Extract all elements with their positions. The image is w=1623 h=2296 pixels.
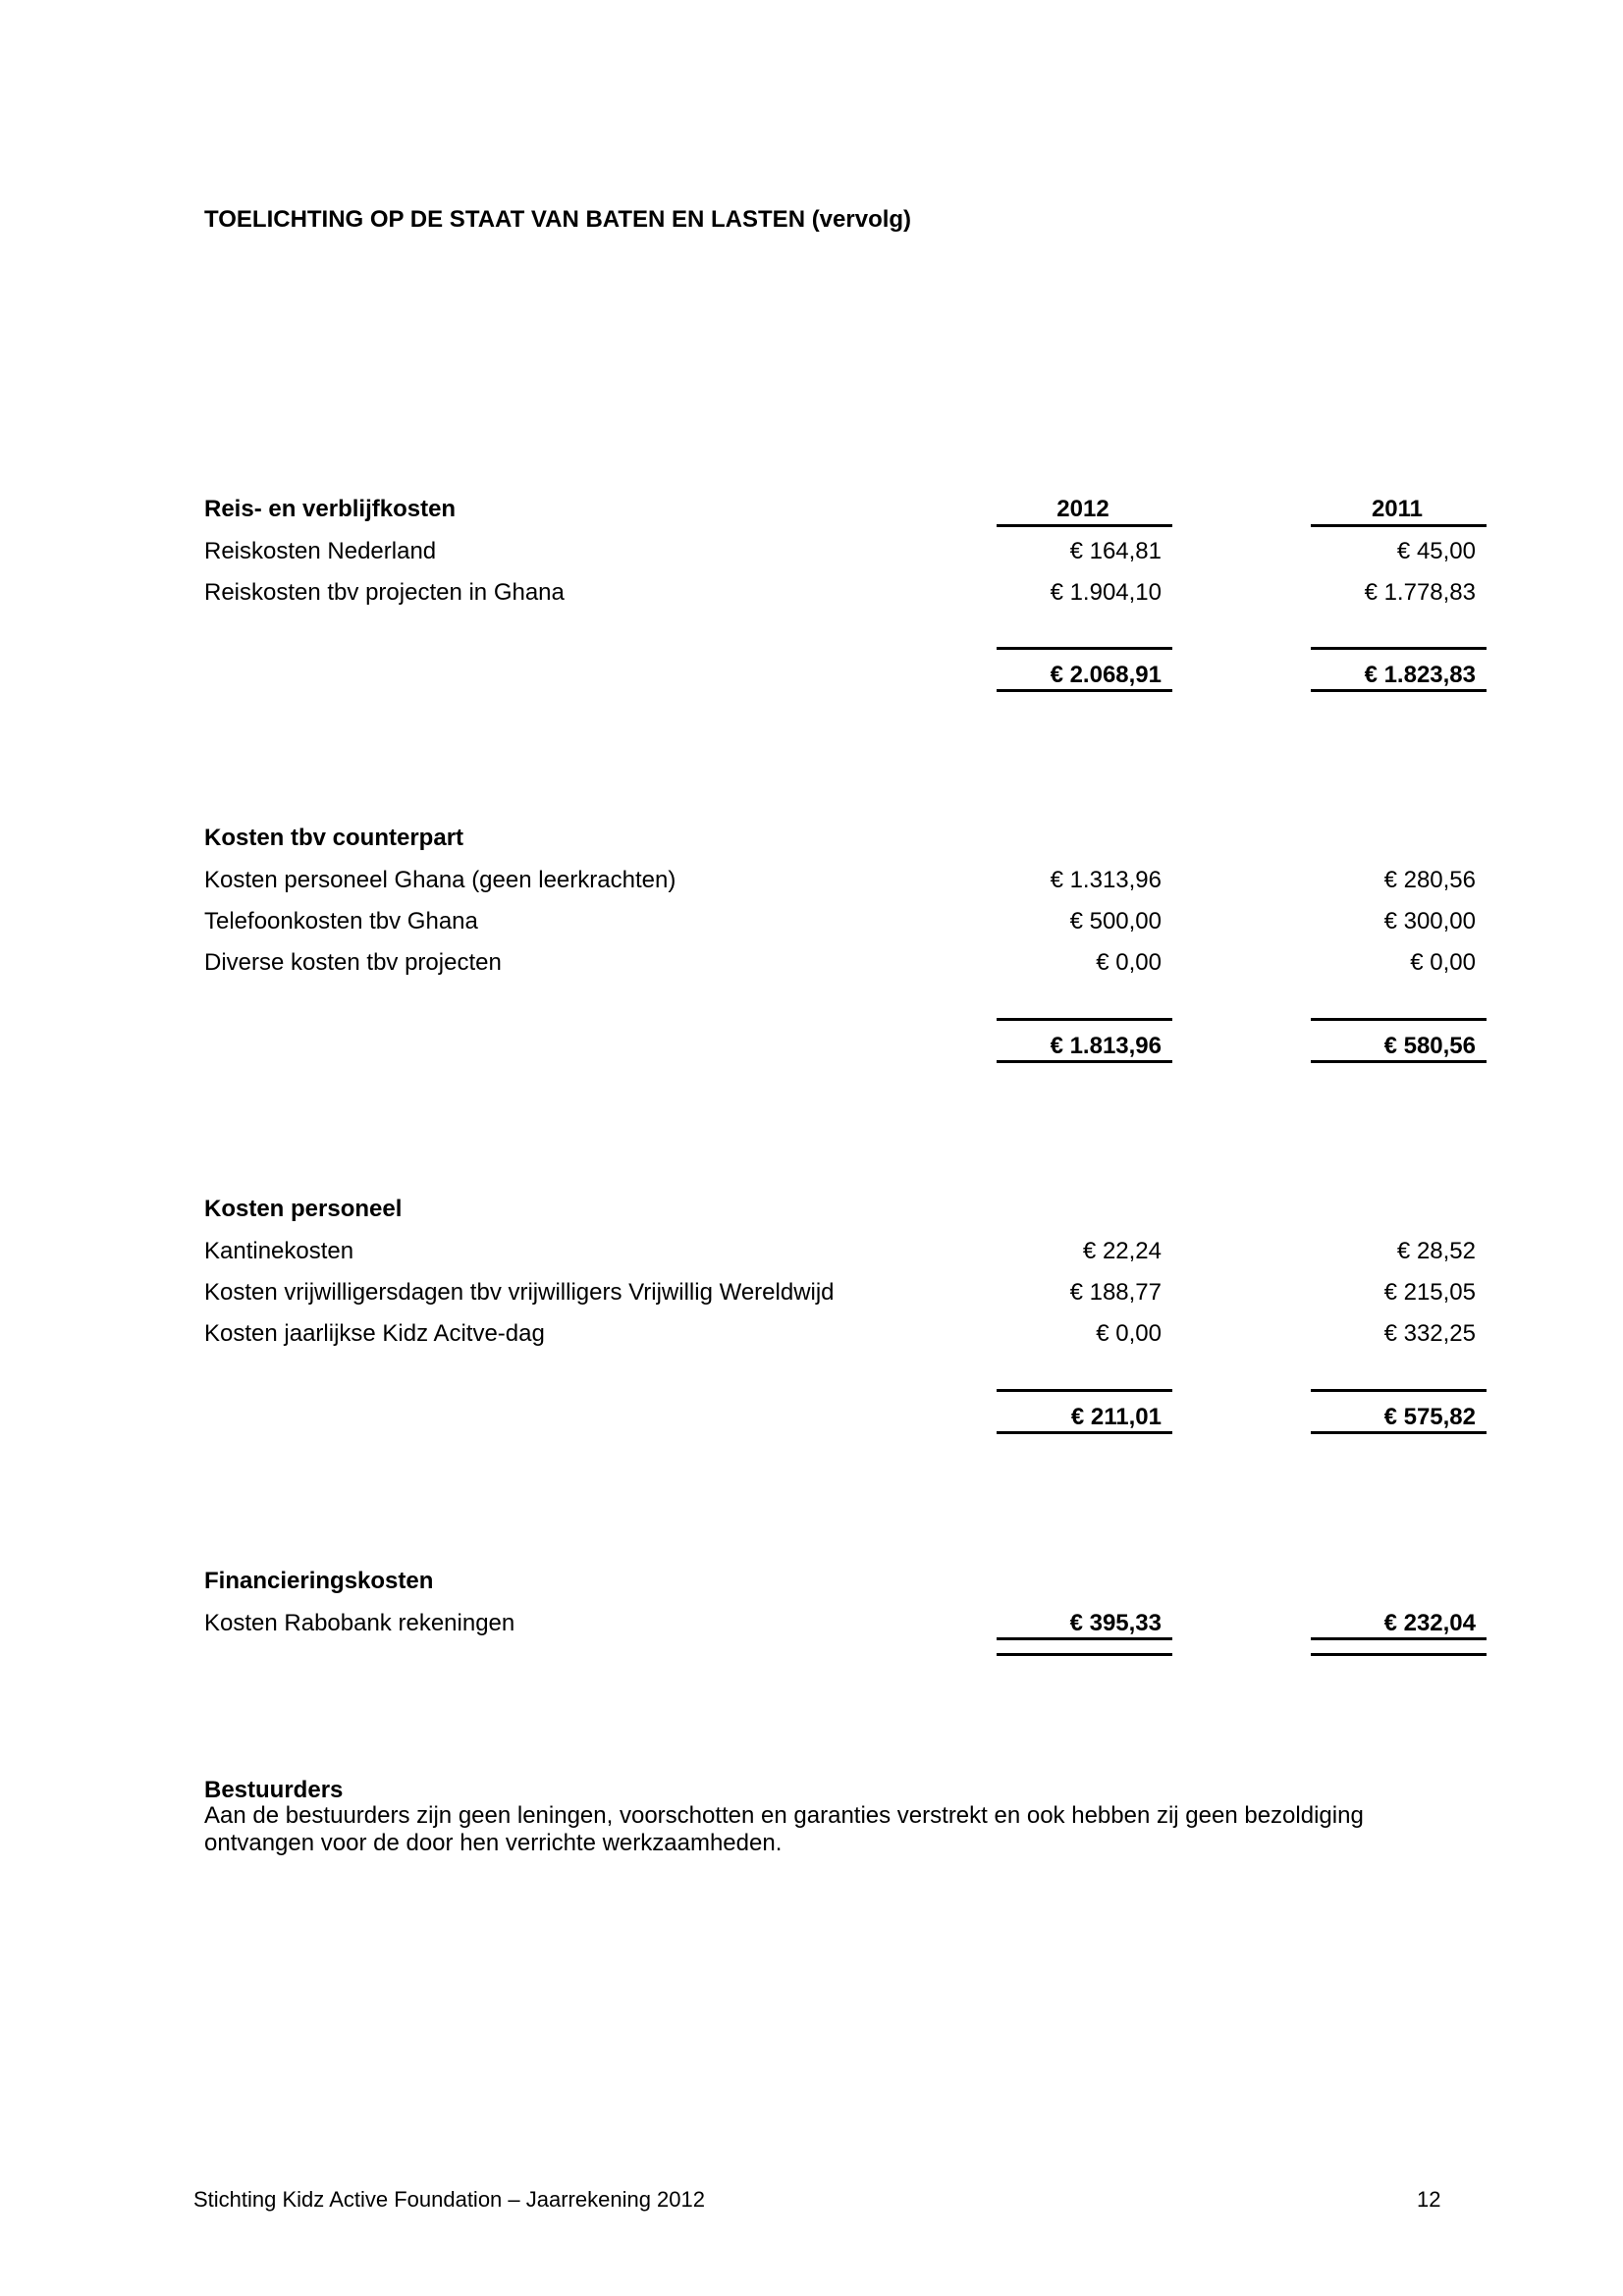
amount-2012: € 1.904,10 — [1050, 579, 1162, 606]
bestuurders-line: Aan de bestuurders zijn geen leningen, voorschotten en garanties verstrekt en ook hebben zij geen bezoldiging — [204, 1802, 1364, 1829]
amount-2011: € 1.778,83 — [1364, 579, 1476, 606]
total-double-underline — [1311, 1653, 1487, 1656]
total-2011: € 580,56 — [1383, 1033, 1476, 1059]
row-label: Kosten personeel Ghana (geen leerkrachten) — [204, 867, 676, 893]
amount-2012: € 0,00 — [1096, 1320, 1162, 1347]
header-underline — [1311, 524, 1487, 527]
subtotal-line — [997, 1389, 1172, 1392]
subtotal-line — [997, 647, 1172, 650]
total-2012: € 2.068,91 — [1050, 662, 1162, 688]
subtotal-line — [997, 1018, 1172, 1021]
row-label: Reiskosten Nederland — [204, 538, 437, 564]
amount-2012: € 22,24 — [1082, 1238, 1162, 1264]
amount-2012: € 0,00 — [1096, 949, 1162, 976]
amount-2011: € 232,04 — [1383, 1610, 1476, 1636]
total-double-underline — [997, 1653, 1172, 1656]
amount-2012: € 164,81 — [1069, 538, 1162, 564]
subtotal-line — [1311, 647, 1487, 650]
total-2012: € 1.813,96 — [1050, 1033, 1162, 1059]
section-title: Reis- en verblijfkosten — [204, 496, 457, 522]
total-2011: € 1.823,83 — [1364, 662, 1476, 688]
total-2012: € 211,01 — [1070, 1404, 1162, 1430]
amount-2011: € 280,56 — [1383, 867, 1476, 893]
amount-2012: € 500,00 — [1069, 908, 1162, 934]
total-underline — [1311, 1637, 1487, 1640]
amount-2011: € 300,00 — [1383, 908, 1476, 934]
total-underline — [1311, 1060, 1487, 1063]
amount-2011: € 215,05 — [1383, 1279, 1476, 1306]
bestuurders-text — [204, 1802, 1481, 1857]
total-2011: € 575,82 — [1383, 1404, 1476, 1430]
bestuurders-line: ontvangen voor de door hen verrichte werkzaamheden. — [204, 1830, 783, 1856]
amount-2012: € 188,77 — [1069, 1279, 1162, 1306]
row-label: Kantinekosten — [204, 1238, 354, 1264]
total-underline — [997, 1637, 1172, 1640]
total-underline — [997, 689, 1172, 692]
row-label: Reiskosten tbv projecten in Ghana — [204, 579, 565, 606]
total-underline — [1311, 689, 1487, 692]
column-header-2011: 2011 — [1371, 496, 1424, 522]
total-underline — [1311, 1431, 1487, 1434]
amount-2011: € 45,00 — [1396, 538, 1476, 564]
row-label: Kosten vrijwilligersdagen tbv vrijwilligers Vrijwillig Wereldwijd — [204, 1279, 835, 1306]
row-label: Kosten jaarlijkse Kidz Acitve-dag — [204, 1320, 545, 1347]
row-label: Diverse kosten tbv projecten — [204, 949, 502, 976]
subtotal-line — [1311, 1389, 1487, 1392]
header-underline — [997, 524, 1172, 527]
section-title: Financieringskosten — [204, 1568, 434, 1594]
section-title: Kosten tbv counterpart — [204, 825, 464, 851]
row-label: Kosten Rabobank rekeningen — [204, 1610, 515, 1636]
total-underline — [997, 1060, 1172, 1063]
subtotal-line — [1311, 1018, 1487, 1021]
bestuurders-title: Bestuurders — [204, 1777, 344, 1803]
row-label: Telefoonkosten tbv Ghana — [204, 908, 478, 934]
page-number: 12 — [1417, 2187, 1441, 2212]
page-title: TOELICHTING OP DE STAAT VAN BATEN EN LASTEN (vervolg) — [204, 206, 912, 233]
amount-2012: € 1.313,96 — [1050, 867, 1162, 893]
section-title: Kosten personeel — [204, 1196, 403, 1222]
amount-2012: € 395,33 — [1069, 1610, 1162, 1636]
amount-2011: € 332,25 — [1383, 1320, 1476, 1347]
amount-2011: € 28,52 — [1396, 1238, 1476, 1264]
amount-2011: € 0,00 — [1410, 949, 1476, 976]
total-underline — [997, 1431, 1172, 1434]
column-header-2012: 2012 — [1056, 496, 1109, 522]
footer-text: Stichting Kidz Active Foundation – Jaarrekening 2012 — [193, 2187, 705, 2212]
